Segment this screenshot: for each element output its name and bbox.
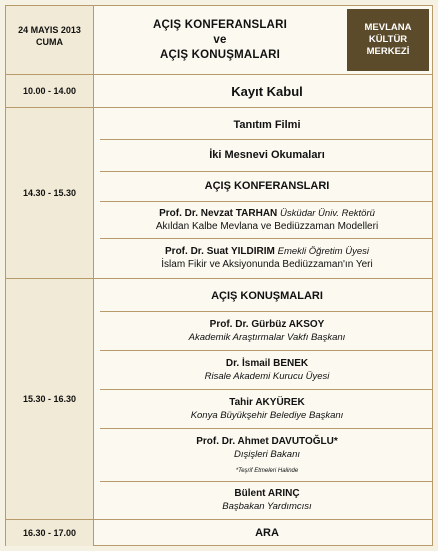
title-line-3: AÇIŞ KONUŞMALARI — [159, 48, 281, 61]
speaker-row — [104, 351, 430, 389]
speaker-name: Bülent ARINÇ — [234, 488, 300, 499]
date-text: 24 MAYIS 2013 — [18, 25, 81, 35]
break-row — [104, 520, 430, 546]
time-slot-4-text: 16.30 - 17.00 — [22, 528, 77, 538]
speaker-role: Risale Akademi Kurucu Üyesi — [204, 371, 330, 382]
speaker-role: Dışişleri Bakanı — [234, 449, 300, 460]
speaker-role: Emekli Öğretim Üyesi — [277, 246, 369, 257]
speaker-name: Tahir AKYÜREK — [229, 397, 305, 408]
time-slot-2 — [6, 108, 94, 278]
registration-row — [104, 75, 430, 107]
readings-row — [104, 140, 430, 171]
date-cell — [6, 6, 94, 74]
speaker-topic: Akıldan Kalbe Mevlana ve Bediüzzaman Modelleri — [155, 221, 379, 232]
speaker-row — [104, 482, 430, 518]
time-slot-2-text: 14.30 - 15.30 — [22, 188, 77, 198]
speaker-name: Prof. Dr. Ahmet DAVUTOĞLU* — [196, 436, 338, 447]
venue-line-1: MEVLANA — [364, 22, 412, 33]
speeches-row — [104, 282, 430, 311]
registration-text: Kayıt Kabul — [231, 83, 303, 99]
conferences-row — [104, 172, 430, 201]
speaker-name: Prof. Dr. Suat YILDIRIM — [165, 246, 275, 257]
time-slot-1-text: 10.00 - 14.00 — [22, 86, 77, 96]
speaker-row — [104, 429, 430, 481]
speaker-row — [104, 312, 430, 350]
speaker-row — [104, 239, 430, 277]
program-header — [6, 6, 432, 75]
speaker-name: Prof. Dr. Gürbüz AKSOY — [209, 319, 325, 330]
speaker-row — [104, 202, 430, 238]
conferences-text: AÇIŞ KONFERANSLARI — [204, 180, 330, 192]
break-text: ARA — [255, 526, 279, 539]
speaker-note: *Teşrif Etmeleri Halinde — [235, 468, 299, 474]
speaker-role: Akademik Araştırmalar Vakfı Başkanı — [188, 332, 346, 343]
readings-text: İki Mesnevi Okumaları — [209, 149, 325, 161]
speaker-role: Konya Büyükşehir Belediye Başkanı — [190, 410, 344, 421]
speaker-role: Başbakan Yardımcısı — [222, 501, 312, 512]
time-slot-3-text: 15.30 - 16.30 — [22, 394, 77, 404]
venue-line-2: KÜLTÜR — [368, 34, 408, 45]
speaker-row — [104, 390, 430, 428]
venue-line-3: MERKEZİ — [366, 46, 410, 57]
title-line-1: AÇIŞ KONFERANSLARI — [153, 18, 287, 31]
speaker-topic: İslam Fikir ve Aksiyonunda Bediüzzaman'ın Yeri — [161, 259, 373, 270]
time-slot-3 — [6, 279, 94, 519]
speaker-name: Prof. Dr. Nevzat TARHAN — [159, 208, 278, 219]
day-text: CUMA — [36, 37, 63, 47]
speaker-role: Üsküdar Üniv. Rektörü — [280, 208, 375, 219]
program-table — [5, 5, 433, 546]
film-text: Tanıtım Filmi — [233, 118, 301, 131]
time-slot-1 — [6, 75, 94, 107]
venue-badge — [347, 9, 429, 71]
film-row — [104, 111, 430, 139]
speeches-text: AÇIŞ KONUŞMALARI — [211, 290, 323, 302]
time-slot-4 — [6, 520, 94, 546]
program-title — [94, 6, 346, 74]
title-line-2: ve — [213, 33, 227, 46]
speaker-name: Dr. İsmail BENEK — [225, 358, 309, 369]
